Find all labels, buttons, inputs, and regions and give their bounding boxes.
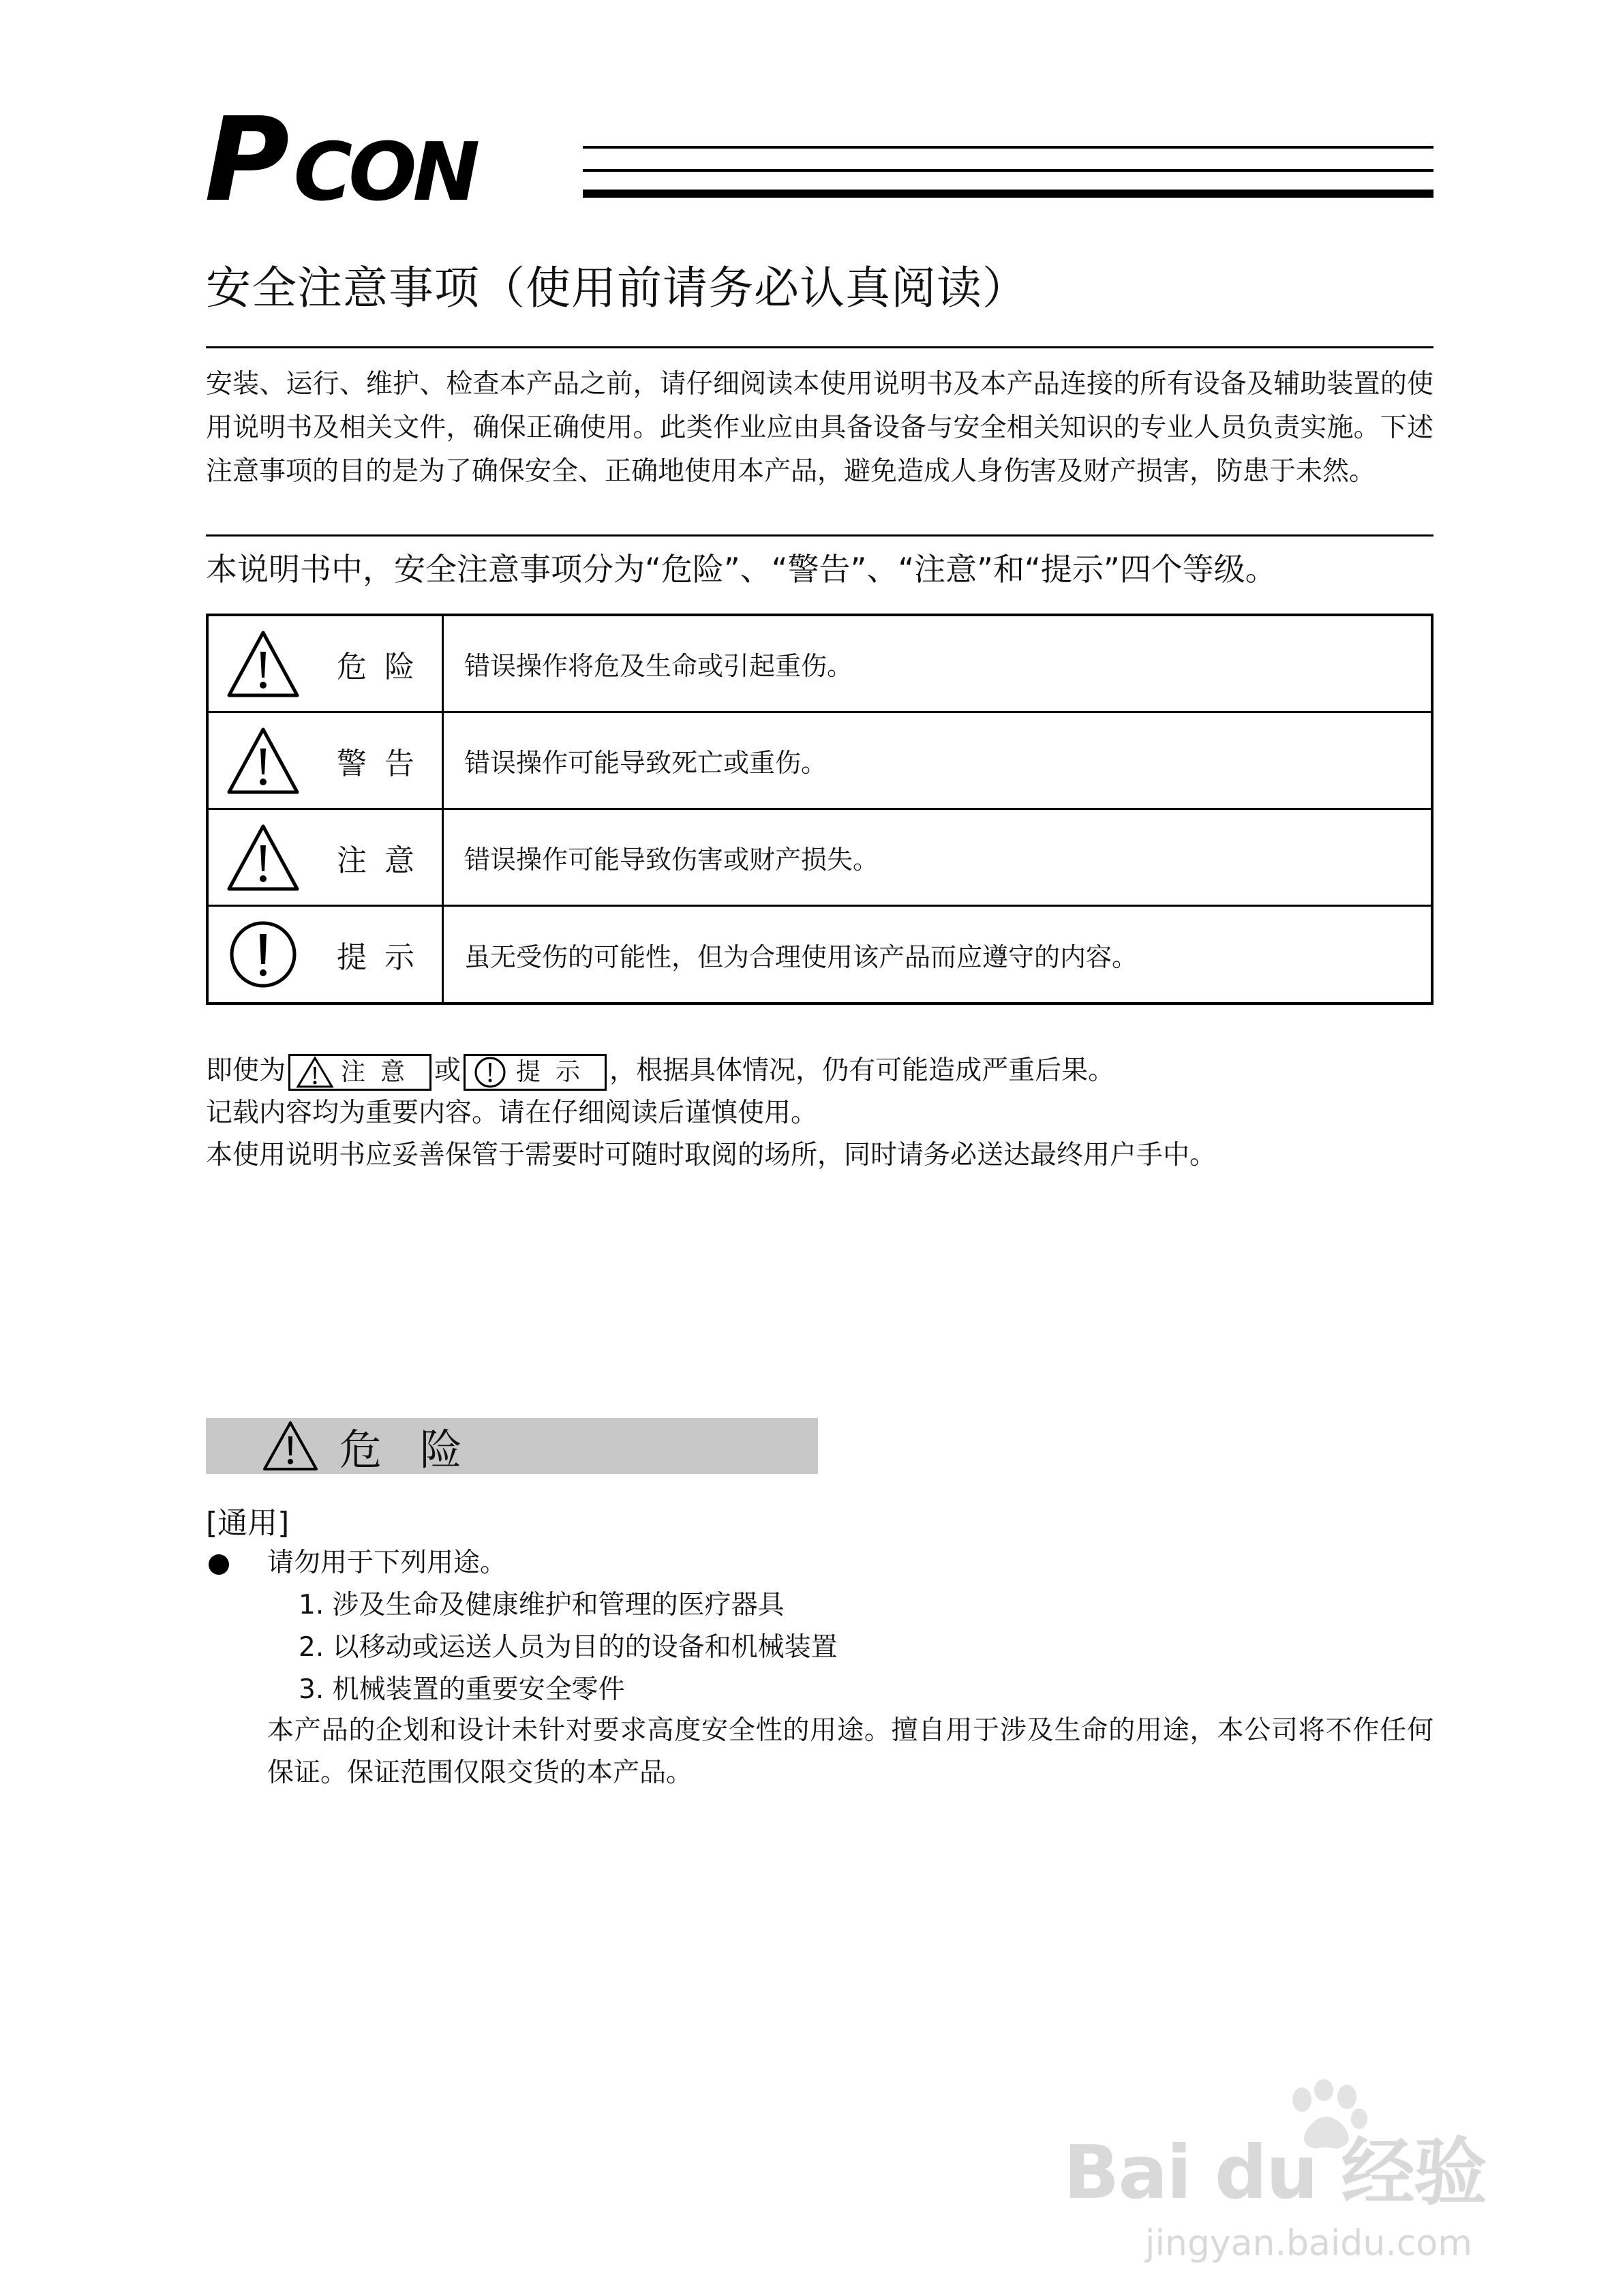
- bullet-item: 请勿用于下列用途。: [206, 1542, 506, 1584]
- exclamation-circle-icon: [225, 919, 301, 990]
- numbered-list: [299, 1584, 838, 1711]
- bullet-dot: [209, 1554, 229, 1575]
- list-item: 2. 以移动或运送人员为目的的设备和机械装置: [299, 1632, 838, 1663]
- warning-triangle-icon: [225, 629, 301, 699]
- table-row-warning: [209, 713, 1431, 810]
- intro-paragraph: 安装、运行、维护、检查本产品之前，请仔细阅读本使用说明书及本产品连接的所有设备及辅助装置的使用说明书及相关文件，确保正确使用。此类作业应由具备设备与安全相关知识的专业人员负责实施。下述注意事项的目的是为了确保安全、正确地使用本产品，避免造成人身伤害及财产损害，防患于未然。: [206, 369, 1434, 487]
- list-item: 3. 机械装置的重要安全零件: [299, 1674, 625, 1705]
- table-row-caution: [209, 810, 1431, 907]
- notes-line-1: 即使为 注意 或 提示 ，根据具体情况，仍有可能造成严重后果。: [206, 1050, 1216, 1092]
- page-title: 安全注意事项（使用前请务必认真阅读）: [206, 262, 1028, 314]
- exclamation-circle-icon: [471, 1056, 509, 1089]
- table-row-notice: [209, 907, 1431, 1002]
- category-label: [通用]: [206, 1506, 290, 1541]
- warning-triangle-icon: [225, 822, 301, 893]
- level-label: 危险: [337, 649, 432, 684]
- safety-levels-table: [206, 614, 1434, 1005]
- level-description: 虽无受伤的可能性，但为合理使用该产品而应遵守的内容。: [464, 941, 1138, 972]
- caution-inline-badge: 注意: [288, 1054, 431, 1091]
- baidu-watermark: Bai du 经验 jingyan.baidu.com: [1063, 2130, 1486, 2264]
- header-rule-mid: [583, 169, 1434, 172]
- level-description: 错误操作可能导致死亡或重伤。: [464, 748, 828, 778]
- title-divider: [206, 346, 1434, 348]
- danger-section-header: 危险: [206, 1418, 818, 1474]
- notes-line-2: 记载内容均为重要内容。请在仔细阅读后谨慎使用。: [206, 1098, 818, 1128]
- intro-divider: [206, 534, 1434, 537]
- list-item: 1. 涉及生命及健康维护和管理的医疗器具: [299, 1590, 785, 1620]
- warning-triangle-icon: [262, 1420, 319, 1472]
- pcon-logo: PCON: [204, 93, 476, 228]
- level-description: 错误操作将危及生命或引起重伤。: [464, 651, 853, 681]
- level-label: 提示: [337, 940, 432, 975]
- level-label: 注意: [337, 843, 432, 878]
- table-row-danger: [209, 616, 1431, 713]
- warning-triangle-icon: [225, 725, 301, 796]
- level-description: 错误操作可能导致伤害或财产损失。: [464, 845, 879, 875]
- header-rule-bottom: [583, 190, 1434, 198]
- header-rule-top: [583, 146, 1434, 149]
- warning-triangle-icon: [296, 1056, 334, 1089]
- notes-line-3: 本使用说明书应妥善保管于需要时可随时取阅的场所，同时请务必送达最终用户手中。: [206, 1140, 1217, 1170]
- level-label: 警告: [337, 746, 432, 781]
- notes-block: [206, 1050, 1216, 1177]
- notice-inline-badge: 提示: [464, 1054, 607, 1091]
- disclaimer-paragraph: 本产品的企划和设计未针对要求高度安全性的用途。擅自用于涉及生命的用途，本公司将不作任何保证。保证范围仅限交货的本产品。: [267, 1715, 1434, 1788]
- levels-sentence: 本说明书中，安全注意事项分为“危险”、“警告”、“注意”和“提示”四个等级。: [206, 551, 1277, 588]
